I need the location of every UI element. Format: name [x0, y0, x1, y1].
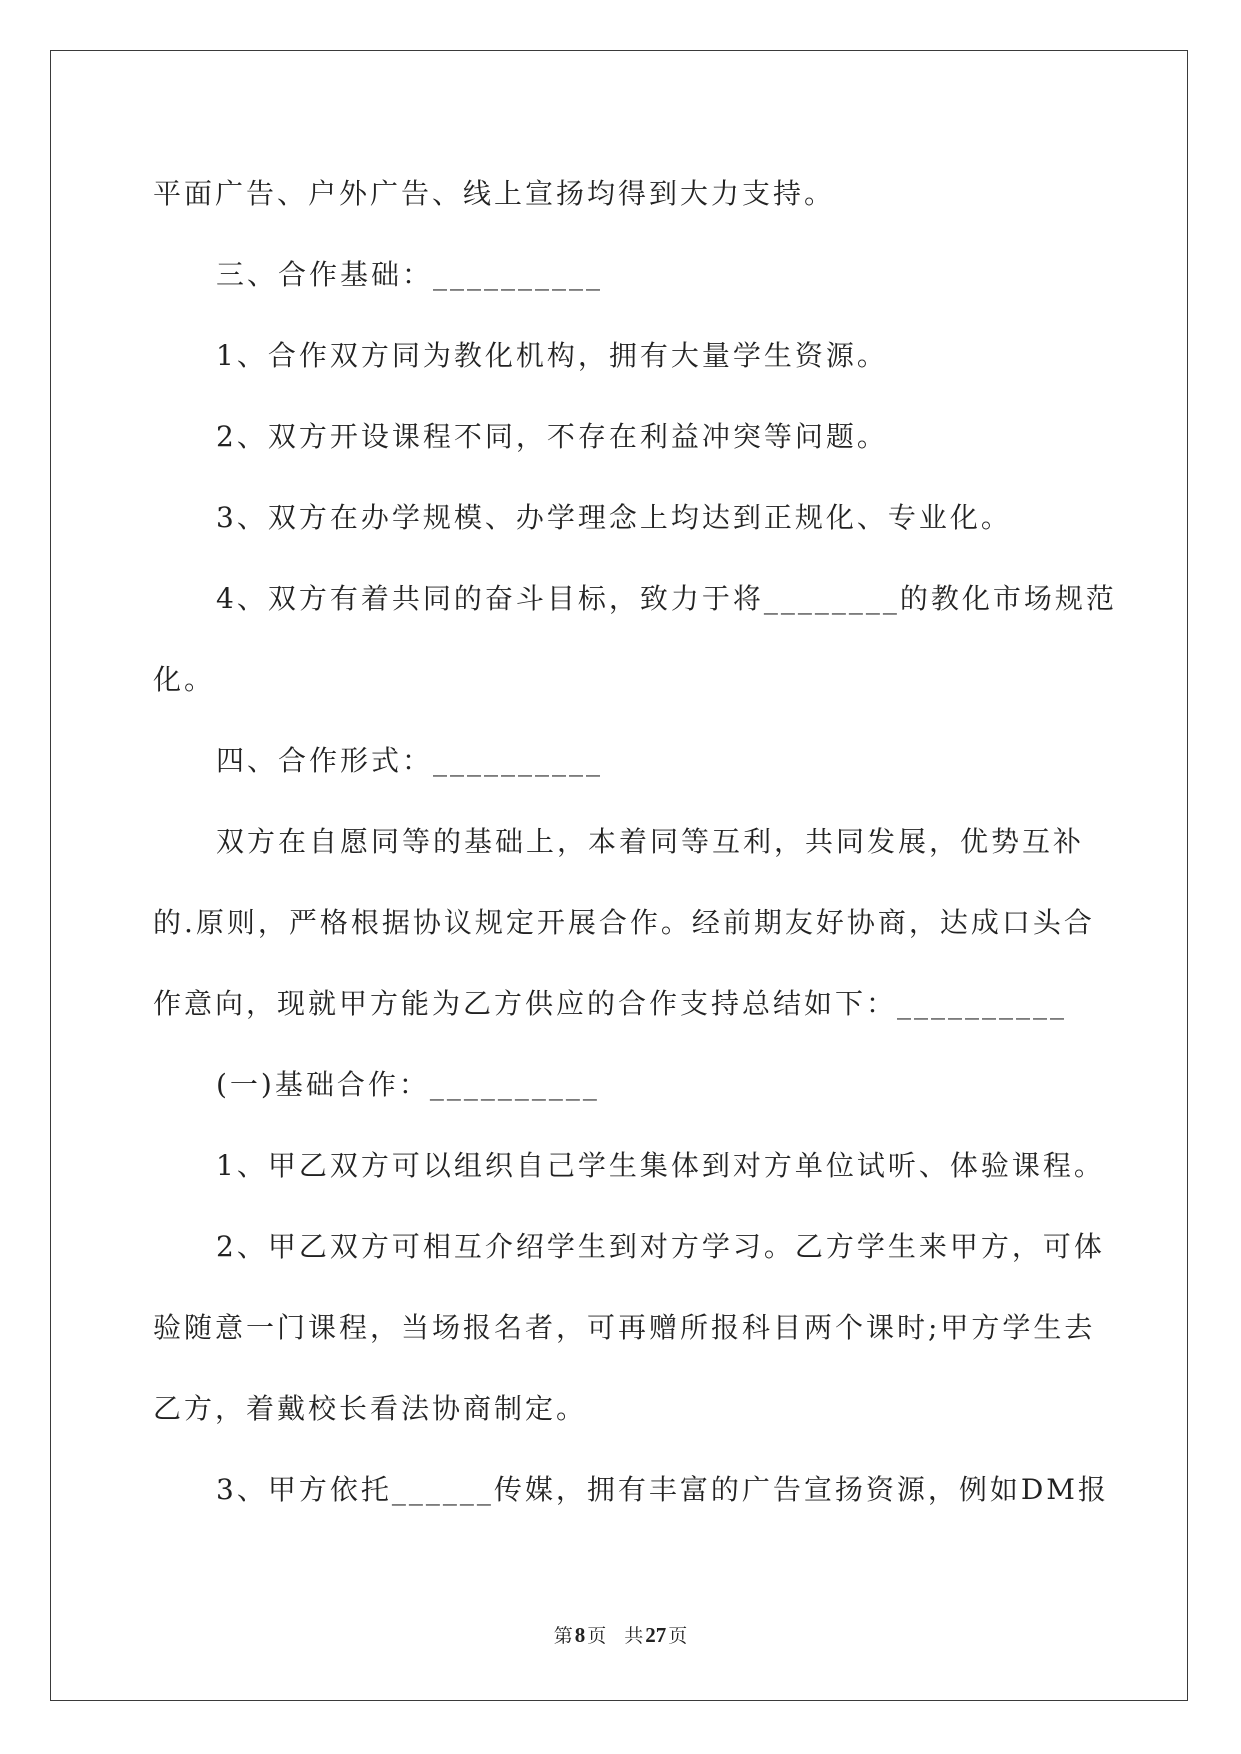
text-line: 作意向，现就甲方能为乙方供应的合作支持总结如下：__________ — [153, 987, 1068, 1020]
total-pages: 27 — [645, 1623, 667, 1647]
text-line: 验随意一门课程，当场报名者，可再赠所报科目两个课时;甲方学生去 — [153, 1311, 1096, 1344]
page-prefix: 第 — [553, 1625, 573, 1647]
text-line: 1、合作双方同为教化机构，拥有大量学生资源。 — [216, 339, 888, 372]
text-line: 的.原则，严格根据协议规定开展合作。经前期友好协商，达成口头合 — [153, 906, 1095, 939]
total-prefix: 共 — [624, 1625, 644, 1647]
text-line: 1、甲乙双方可以组织自己学生集体到对方单位试听、体验课程。 — [216, 1149, 1105, 1182]
text-line: 2、双方开设课程不同，不存在利益冲突等问题。 — [216, 420, 888, 453]
text-line: 化。 — [153, 663, 216, 696]
section-heading-cooperation-form: 四、合作形式：__________ — [216, 744, 604, 777]
text-line: 平面广告、户外广告、线上宣扬均得到大力支持。 — [153, 177, 836, 210]
text-line: 3、双方在办学规模、办学理念上均达到正规化、专业化。 — [216, 501, 1012, 534]
total-suffix: 页 — [668, 1625, 688, 1647]
text-line: 2、甲乙双方可相互介绍学生到对方学习。乙方学生来甲方，可体 — [216, 1230, 1105, 1263]
document-body — [153, 153, 1173, 1530]
text-line: 双方在自愿同等的基础上，本着同等互利，共同发展，优势互补 — [216, 825, 1085, 858]
page-footer — [0, 1620, 1241, 1651]
page-suffix: 页 — [587, 1625, 607, 1647]
page-number: 8 — [574, 1623, 586, 1647]
subsection-heading-basic-cooperation: (一)基础合作：__________ — [216, 1068, 600, 1101]
text-line: 4、双方有着共同的奋斗目标，致力于将________的教化市场规范 — [216, 582, 1117, 615]
section-heading-cooperation-basis: 三、合作基础：__________ — [216, 258, 604, 291]
text-line: 3、甲方依托______传媒，拥有丰富的广告宣扬资源，例如DM报 — [216, 1473, 1109, 1506]
text-line: 乙方，着戴校长看法协商制定。 — [153, 1392, 588, 1425]
